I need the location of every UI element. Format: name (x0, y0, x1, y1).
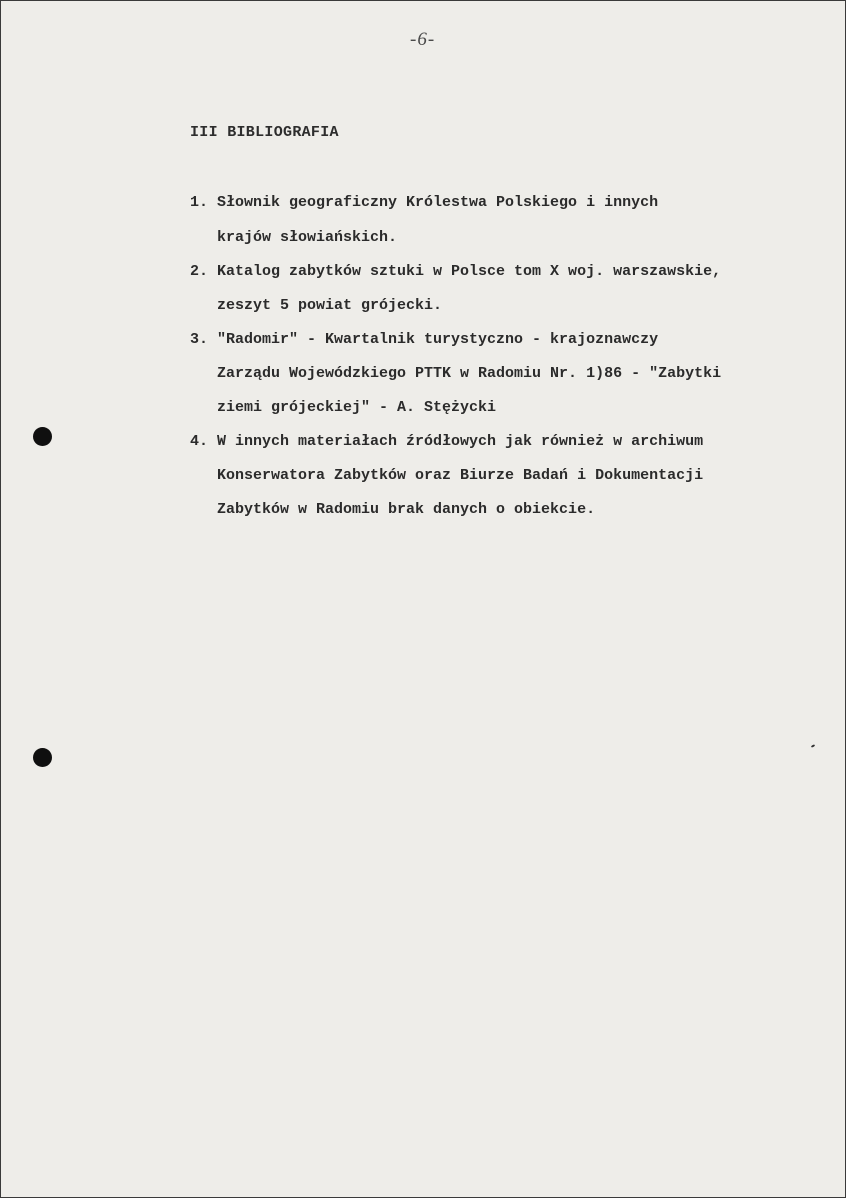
bibliography-line: krajów słowiańskich. (190, 229, 398, 246)
punch-hole-icon (33, 748, 52, 767)
ink-speck (811, 744, 815, 748)
page-number: -6- (410, 29, 436, 50)
bibliography-line: ziemi grójeckiej" - A. Stężycki (190, 399, 497, 416)
bibliography-line: 4. W innych materiałach źródłowych jak również w archiwum (190, 433, 704, 450)
section-heading: III BIBLIOGRAFIA (190, 124, 339, 141)
bibliography-line: Konserwatora Zabytków oraz Biurze Badań i Dokumentacji (190, 467, 704, 484)
bibliography-line: 3. "Radomir" - Kwartalnik turystyczno - krajoznawczy (190, 331, 659, 348)
punch-hole-icon (33, 427, 52, 446)
bibliography-line: Zarządu Wojewódzkiego PTTK w Radomiu Nr. 1)86 - "Zabytki (190, 365, 722, 382)
bibliography-line: 2. Katalog zabytków sztuki w Polsce tom X woj. warszawskie, (190, 263, 722, 280)
bibliography-line: Zabytków w Radomiu brak danych o obiekcie. (190, 501, 596, 518)
bibliography-line: 1. Słownik geograficzny Królestwa Polskiego i innych (190, 194, 659, 211)
bibliography-line: zeszyt 5 powiat grójecki. (190, 297, 443, 314)
